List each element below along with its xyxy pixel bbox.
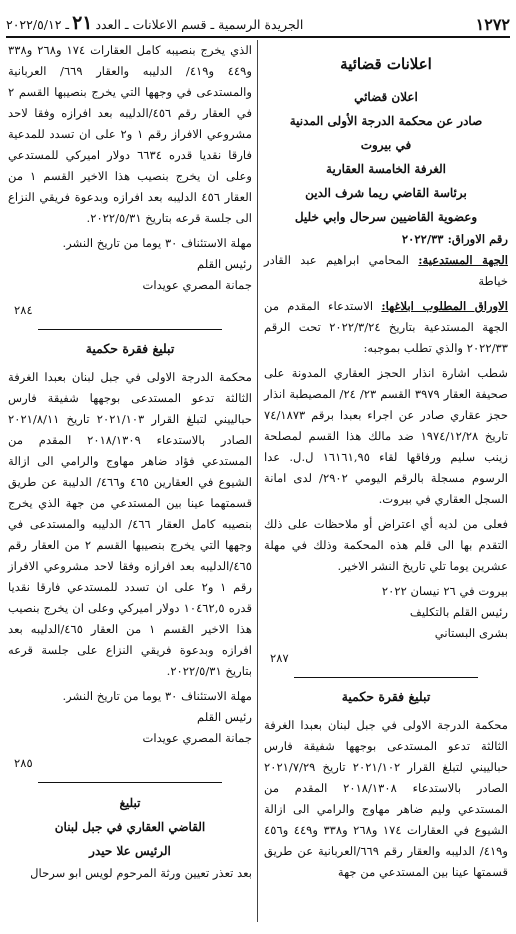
notice-head-line: في بيروت <box>360 138 412 152</box>
issue-date: ـ ٢٠٢٢/٥/١٢ <box>6 17 70 32</box>
signer-title: رئيس القلم <box>197 710 252 724</box>
notice-head-line: برئاسة القاضي ريما شرف الدين <box>305 186 467 200</box>
papers-text: الاستدعاء المقدم من الجهة المستدعية بتاريخ ٢٠٢٢/٣/٢٤ تحت الرقم ٢٠٢٢/٣٣ والذي تطلب بموجبه: <box>264 299 508 355</box>
notice-head-line: اعلان قضائي <box>354 90 418 104</box>
signer-name: جمانة المصري عويدات <box>142 731 252 745</box>
notice-land-judge <box>8 791 252 884</box>
notice-body: فعلى من لديه أي اعتراض أو ملاحظات على ذلك التقدم بها الى قلم هذه المحكمة وذلك في مهلة عشرين يوما تلي تاريخ النشر الاخير. <box>264 517 508 573</box>
signer-title: رئيس القلم <box>197 257 252 271</box>
notice-separator <box>294 677 478 678</box>
signer-name: بشرى البستاني <box>434 626 508 640</box>
signer-name: جمانة المصري عويدات <box>142 278 252 292</box>
notice-head-line: وعضوية القاضيين سرحال وابي خليل <box>294 210 478 224</box>
notice-body: شطب اشارة انذار الحجز العقاري المدونة على صحيفة العقار ٣٩٧٩ القسم ٢٣/ ٢٤/ المصيطبة انذار حجز عقاري صادر عن اجراء بعبدا برقم ٧٤/١٨٧٣ تاريخ ١٩٧٤/١٢/٢٨ ضد مالك هذا القسم لمصلحة زينب سليم ورفاقها لقاء ١٦١٦١,٩٥ ل.ل. عدا الرسوم مسجلة بالرقم اليومي ٢٩٠٢/ لدى امانة السجل العقاري في بيروت. <box>264 366 509 506</box>
header-title-prefix: الجريدة الرسمية ـ قسم الاعلانات ـ العدد <box>95 17 304 32</box>
column-divider <box>257 40 258 922</box>
papers-label: الاوراق المطلوب ابلاغها: <box>381 299 508 313</box>
notice-285 <box>8 338 252 774</box>
header-title <box>6 12 303 34</box>
notice-body: الذي يخرج بنصيبه كامل العقارات ١٧٤ و٢٦٨ و٣٣٨ و٤٤٩ و٤١٩/ الدليبه والعقار ٦٦٩/ العربانية والمستدعى في وجهها التي يخرج بنصيبها القسم ٢ في العقار رقم ٤٥٦/الدليبه بعد افرازه وفقا لاحد مشروعي الافراز رقم ١ و٢ على ان تسدد للمدعية فارقا نقديا قدره ٦٦٣٤ دولار اميركي للمستدعي وعلى ان يخرج بنصيب هذا الاخير القسم ١ من العقار ٤٥٦ الدليبه بعد افرازه وبدعوة فريقي النزاع الى جلسة قرعه بتاريخ ٢٠٢٢/٥/٣١. <box>8 43 252 225</box>
notice-284-continued <box>8 40 252 321</box>
appeal-deadline: مهلة الاستئناف ٣٠ يوما من تاريخ النشر. <box>62 236 252 250</box>
requester-name: المحامي ابراهيم عبد القادر خياطة <box>264 253 508 288</box>
signer-title: رئيس القلم بالتكليف <box>409 605 508 619</box>
issue-number: ٢١ <box>72 12 93 34</box>
requester-label: الجهة المستدعية: <box>418 253 508 267</box>
notice-title: تبليغ فقرة حكمية <box>85 341 175 356</box>
papers <box>264 296 508 359</box>
notice-ref-number: ٢٨٥ <box>14 756 33 770</box>
notice-separator <box>38 329 222 330</box>
right-column <box>264 40 508 887</box>
page-number: ١٢٧٢ <box>475 15 510 34</box>
notice-head-line: صادر عن محكمة الدرجة الأولى المدنية <box>289 114 483 128</box>
notice-separator <box>38 782 222 783</box>
file-number: رقم الاوراق: ٢٠٢٢/٣٣ <box>401 232 508 246</box>
left-column <box>8 40 252 888</box>
notice-head-line: القاضي العقاري في جبل لبنان <box>54 820 206 834</box>
header-rule <box>6 36 510 38</box>
notice-head-line: الغرفة الخامسة العقارية <box>326 162 446 176</box>
notice-ref-number: ٢٨٧ <box>270 651 289 665</box>
page-header <box>6 6 510 34</box>
notice-head-line: الرئيس علا حيدر <box>89 844 171 858</box>
appeal-deadline: مهلة الاستئناف ٣٠ يوما من تاريخ النشر. <box>62 689 252 703</box>
section-title: اعلانات قضائية <box>340 55 432 73</box>
notice-judgment-1 <box>264 686 508 883</box>
notice-head-line: تبليغ <box>119 796 141 810</box>
requester <box>264 250 508 292</box>
notice-ref-number: ٢٨٤ <box>14 303 33 317</box>
notice-body: بعد تعذر تعيين ورثة المرحوم لويس ابو سرحال <box>30 866 252 880</box>
notice-287 <box>264 85 508 669</box>
notice-date: بيروت في ٢٦ نيسان ٢٠٢٢ <box>381 584 508 598</box>
notice-body: محكمة الدرجة الاولى في جبل لبنان بعبدا الغرفة الثالثة تدعو المستدعى بوجهها شفيقة فارس حبالييني لتبلغ القرار ٢٠٢١/١٠٢ تاريخ ٢٠٢١/٧/٢٩ الصادر بالاستدعاء ٢٠١٨/١٣٠٨ المقدم من المستدعي وليم ضاهر مهاوج والرامي الى ازالة الشيوع في العقارات ١٧٤ و٢٦٨ و٣٣٨ و٤٤٩ و٤٥٦ و٤١٩/ الدليبه والعقار رقم ٦٦٩/العربانية عن طريق قسمتها عينا بين المستدعي من جهة <box>264 718 509 879</box>
notice-body: محكمة الدرجة الاولى في جبل لبنان بعبدا الغرفة الثالثة تدعو المستدعى بوجهها شفيقة فارس حبالييني لتبلغ القرار ٢٠٢١/١٠٣ تاريخ ٢٠٢١/٨/١١ الصادر بالاستدعاء ٢٠١٨/١٣٠٩ المقدم من المستدعي فؤاد ضاهر مهاوج والرامي الى ازالة الشيوع في العقارين ٤٦٥ و٤٦٦/ الدليبة عن طريق قسمتهما عينا بين المستدعي من جهة الذي يخرج بنصيبه كامل العقار ٤٦٦/ الدليبه والمستدعى في وجهها التي يخرج بنصيبها القسم ٢ من العقار رقم ٤٦٥/الدليبه بعد افرازه وفقا لاحد مشروعي الافراز رقم ١ و٢ على ان تسدد للمستدعي فارقا نقديا قدره ١٠٤٦٢,٥ دولار اميركي وعلى ان يخرج بنصيب هذا الاخير القسم ١ من العقار ٤٦٥/الدليبه بعد افرازه وبدعوة فريقي النزاع على جلسة قرعه بتاريخ ٢٠٢٢/٥/٣١. <box>8 370 252 678</box>
notice-title: تبليغ فقرة حكمية <box>341 689 431 704</box>
